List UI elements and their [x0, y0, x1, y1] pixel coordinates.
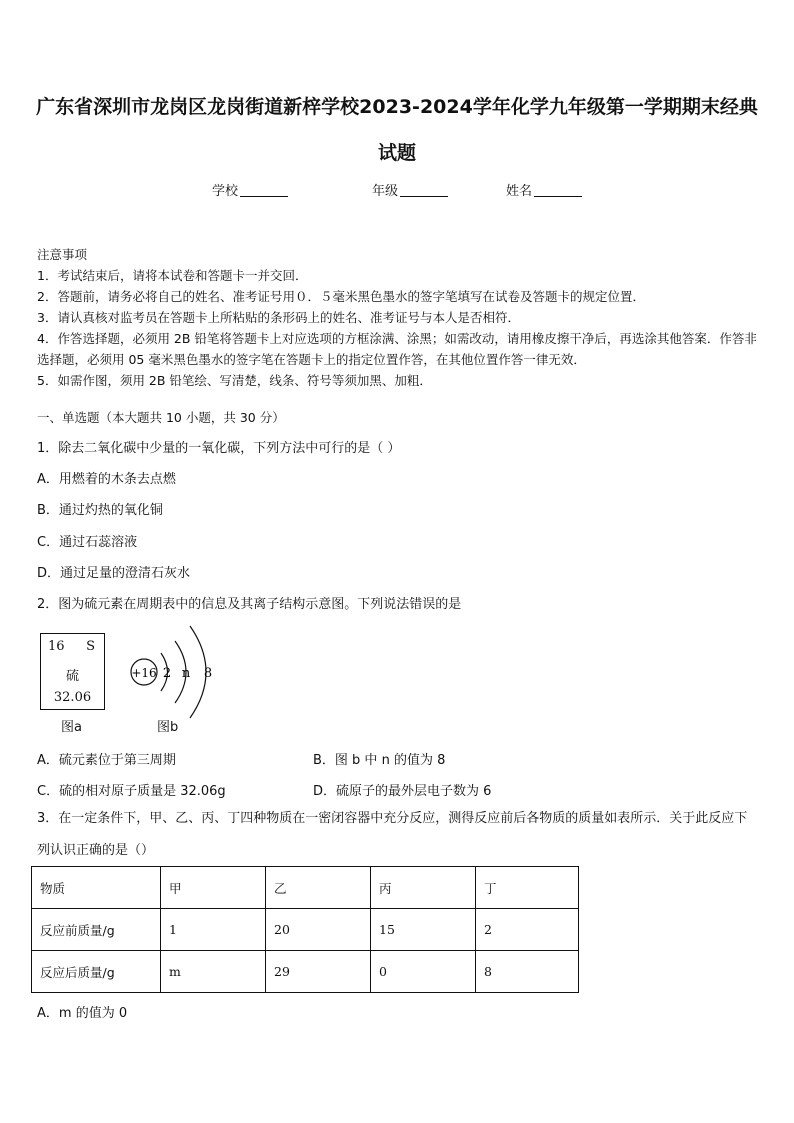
table-cell: 甲: [161, 867, 266, 909]
q3-option-a[interactable]: A．m 的值为 0: [37, 1006, 128, 1021]
q1-option-c[interactable]: C．通过石蕊溶液: [37, 535, 138, 550]
name-label: 姓名: [506, 184, 533, 199]
q1-option-a[interactable]: A．用燃着的木条去点燃: [37, 472, 176, 487]
table-cell: 8: [476, 951, 579, 993]
table-cell: 乙: [266, 867, 371, 909]
table-header-row: [32, 867, 579, 909]
table-cell: 0: [371, 951, 476, 993]
question-1-stem: 1．除去二氧化碳中少量的一氧化碳，下列方法中可行的是（ ）: [37, 441, 401, 456]
figure-b-label: 图b: [157, 720, 179, 735]
table-row: [32, 909, 579, 951]
q1-option-d[interactable]: D．通过足量的澄清石灰水: [37, 566, 191, 581]
mass-table: [31, 866, 579, 993]
shell-2-electrons: n: [181, 666, 191, 681]
q2-option-b[interactable]: B．图 b 中 n 的值为 8: [313, 753, 446, 768]
table-cell: 物质: [32, 867, 161, 909]
nucleus-charge: +16: [131, 666, 157, 680]
ion-structure-diagram: [122, 620, 222, 720]
element-name: 硫: [65, 669, 79, 684]
q1-option-b[interactable]: B．通过灼热的氧化铜: [37, 503, 163, 518]
grade-field: [372, 180, 448, 199]
section-title: 一、单选题（本大题共 10 小题，共 30 分）: [37, 410, 285, 425]
table-row: [32, 951, 579, 993]
q2-option-d[interactable]: D．硫原子的最外层电子数为 6: [313, 784, 492, 799]
exam-title: 广东省深圳市龙岗区龙岗街道新梓学校2023-2024学年化学九年级第一学期期末经典试题: [36, 96, 758, 164]
notes-item-2: 2．答题前，请务必将自己的姓名、准考证号用０．５毫米黑色墨水的签字笔填写在试卷及答题卡的规定位置．: [37, 289, 645, 304]
q2-option-a[interactable]: A．硫元素位于第三周期: [37, 753, 176, 768]
element-symbol: S: [86, 639, 95, 654]
table-cell: 29: [266, 951, 371, 993]
shell-1-electrons: 2: [162, 666, 172, 681]
grade-blank[interactable]: [400, 182, 448, 197]
school-field: [212, 180, 288, 199]
atomic-mass: 32.06: [53, 690, 92, 705]
question-2-stem: 2．图为硫元素在周期表中的信息及其离子结构示意图。下列说法错误的是: [37, 597, 462, 612]
notes-item-5: 5．如需作图，须用 2B 铅笔绘、写清楚，线条、符号等须加黑、加粗．: [37, 373, 432, 388]
atomic-number: 16: [48, 639, 65, 654]
notes-item-4: 4．作答选择题，必须用 2B 铅笔将答题卡上对应选项的方框涂满、涂黑；如需改动，请用橡皮擦干净后，再选涂其他答案．作答非选择题，必须用 05 毫米黑色墨水的签字笔在答题卡上的指定位置作答，在其他位置作答一律无效．: [37, 331, 757, 367]
table-cell: 2: [476, 909, 579, 951]
notes-item-1: 1．考试结束后，请将本试卷和答题卡一并交回．: [37, 268, 308, 283]
name-field: [506, 180, 582, 199]
school-blank[interactable]: [240, 182, 288, 197]
grade-label: 年级: [372, 184, 399, 199]
table-cell: 反应后质量/g: [32, 951, 161, 993]
table-cell: 20: [266, 909, 371, 951]
shell-3-electrons: 8: [203, 666, 213, 681]
notes-heading: 注意事项: [37, 247, 88, 262]
school-label: 学校: [212, 184, 239, 199]
table-cell: 丁: [476, 867, 579, 909]
question-3-stem: 3．在一定条件下，甲、乙、丙、丁四种物质在一密闭容器中充分反应，测得反应前后各物质的质量如表所示．关于此反应下列认识正确的是（）: [37, 811, 748, 858]
table-cell: 1: [161, 909, 266, 951]
table-cell: 反应前质量/g: [32, 909, 161, 951]
table-cell: 15: [371, 909, 476, 951]
name-blank[interactable]: [534, 182, 582, 197]
periodic-table-cell: [40, 633, 105, 710]
table-cell: m: [161, 951, 266, 993]
figure-a-label: 图a: [61, 720, 82, 735]
q2-option-c[interactable]: C．硫的相对原子质量是 32.06g: [37, 784, 226, 799]
table-cell: 丙: [371, 867, 476, 909]
notes-item-3: 3．请认真核对监考员在答题卡上所粘贴的条形码上的姓名、准考证号与本人是否相符．: [37, 310, 520, 325]
notes-section: [37, 244, 761, 391]
